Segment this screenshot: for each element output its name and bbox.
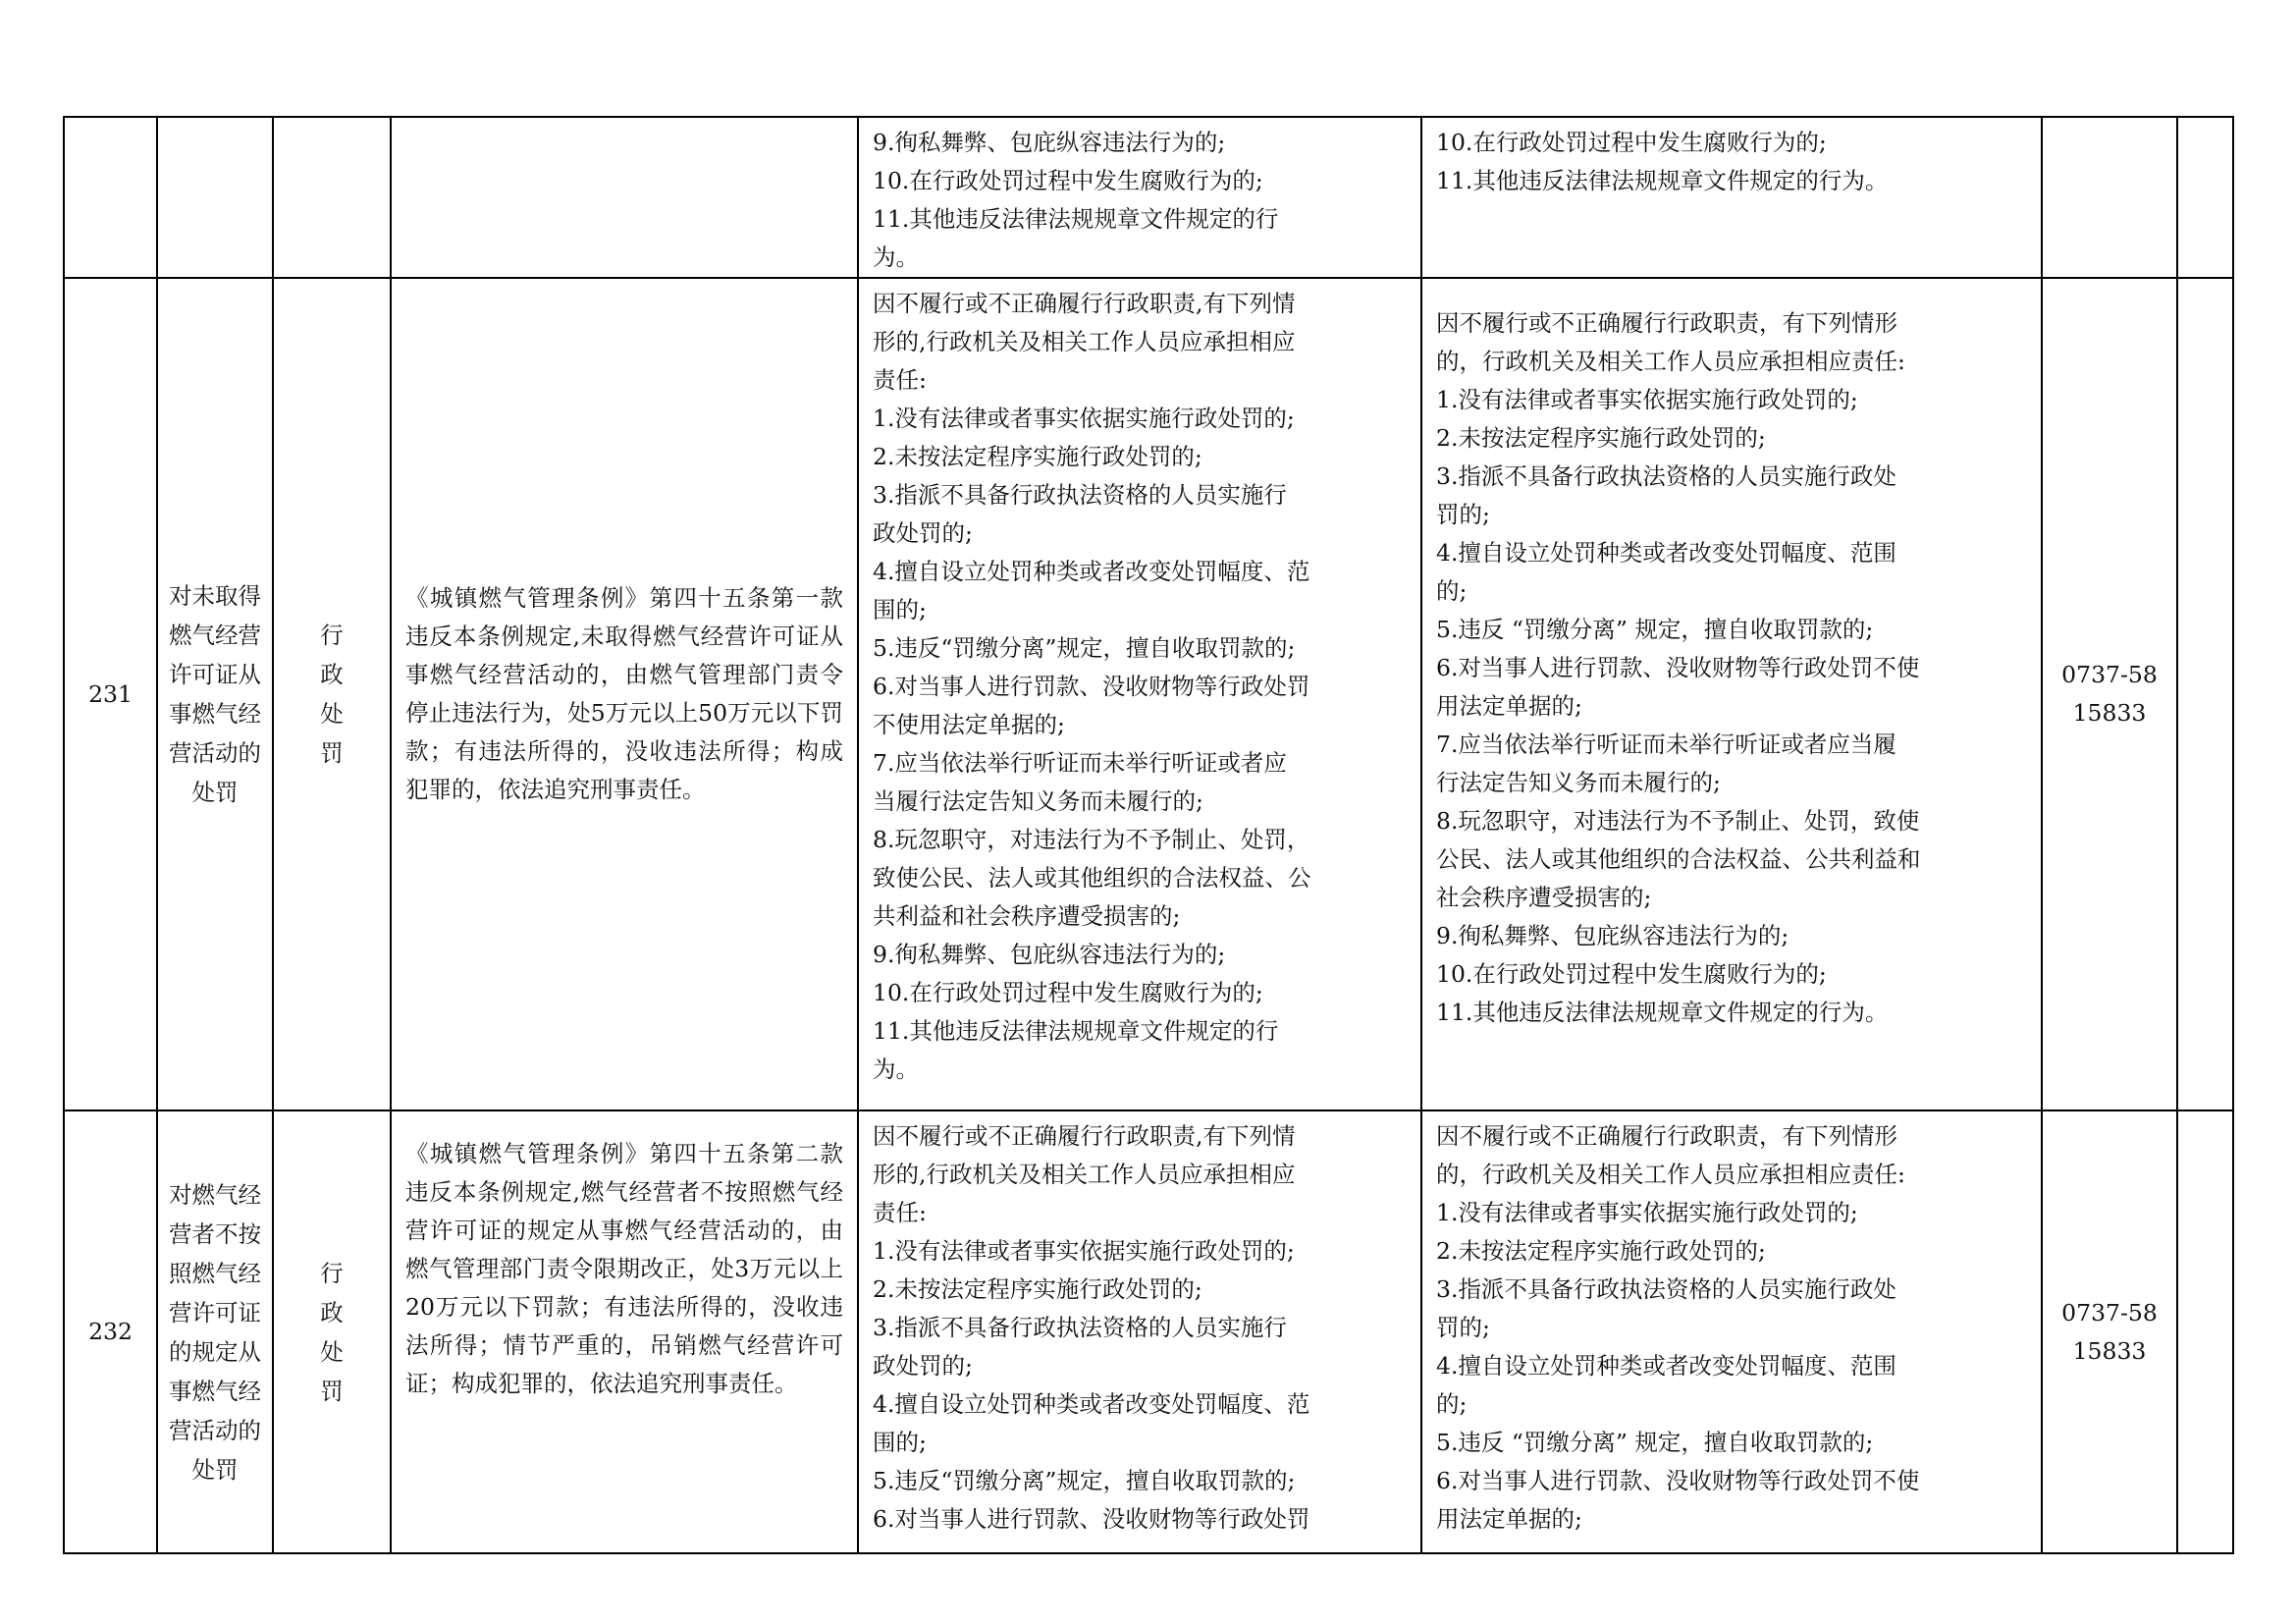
responsibility-line: 3.指派不具备行政执法资格的人员实施行 <box>873 1314 1287 1341</box>
responsibility-line: 共利益和社会秩序遭受损害的; <box>873 902 1181 930</box>
responsibility-line: 10.在行政处罚过程中发生腐败行为的; <box>1436 129 1827 156</box>
responsibility-line: 为。 <box>873 1056 919 1083</box>
responsibility-line: 7.应当依法举行听证而未举行听证或者应当履 <box>1436 731 1896 758</box>
penalty-type: 行政处罚 <box>273 1110 391 1553</box>
responsibility-line: 6.对当事人进行罚款、没收财物等行政处罚 <box>873 673 1310 700</box>
responsibility-line: 10.在行政处罚过程中发生腐败行为的; <box>873 979 1263 1006</box>
phone-line: 0737-58 <box>2061 661 2158 688</box>
responsibility-line: 用法定单据的; <box>1436 692 1582 720</box>
responsibility-line: 3.指派不具备行政执法资格的人员实施行政处 <box>1436 462 1896 490</box>
item-name: 对燃气经营者不按照燃气经营许可证的规定从事燃气经营活动的处罚 <box>157 1110 273 1553</box>
responsibility-line: 2.未按法定程序实施行政处罚的; <box>873 1275 1202 1303</box>
responsibility-line: 不使用法定单据的; <box>873 711 1065 738</box>
phone-cell <box>2042 278 2177 1110</box>
remark-cell <box>2177 1110 2233 1553</box>
responsibility-line: 11.其他违反法律法规规章文件规定的行 <box>873 1017 1279 1045</box>
responsibility-line: 5.违反“罚缴分离”规定，擅自收取罚款的; <box>873 1467 1296 1494</box>
responsibility-line: 1.没有法律或者事实依据实施行政处罚的; <box>873 1237 1295 1265</box>
responsibility-line: 5.违反 “罚缴分离” 规定，擅自收取罚款的; <box>1436 616 1874 643</box>
legal-basis <box>391 117 858 278</box>
penalty-table <box>63 116 2234 1554</box>
responsibility-line: 5.违反 “罚缴分离” 规定，擅自收取罚款的; <box>1436 1429 1874 1456</box>
legal-basis: 《城镇燃气管理条例》第四十五条第一款 违反本条例规定,未取得燃气经营许可证从事燃气经营活动的，由燃气管理部门责令停止违法行为，处5万元以上50万元以下罚款；有违法所得的，没收违法所得；构成犯罪的，依法追究刑事责任。 <box>391 278 858 1110</box>
responsibility-line: 责任: <box>873 366 927 394</box>
remark-cell <box>2177 117 2233 278</box>
responsibility-line: 的; <box>1436 577 1468 605</box>
responsibility-line: 9.徇私舞弊、包庇纵容违法行为的; <box>873 129 1226 156</box>
phone-cell <box>2042 117 2177 278</box>
responsibility-line: 9.徇私舞弊、包庇纵容违法行为的; <box>873 941 1226 968</box>
responsibility-cell-a <box>858 1110 1421 1553</box>
responsibility-line: 7.应当依法举行听证而未举行听证或者应 <box>873 749 1287 777</box>
responsibility-line: 致使公民、法人或其他组织的合法权益、公 <box>873 864 1311 892</box>
item-name: 对未取得燃气经营许可证从事燃气经营活动的处罚 <box>157 278 273 1110</box>
responsibility-line: 3.指派不具备行政执法资格的人员实施行政处 <box>1436 1275 1896 1303</box>
responsibility-line: 政处罚的; <box>873 519 973 547</box>
responsibility-line: 1.没有法律或者事实依据实施行政处罚的; <box>1436 386 1858 413</box>
responsibility-line: 4.擅自设立处罚种类或者改变处罚幅度、范 <box>873 1390 1310 1418</box>
responsibility-line: 因不履行或不正确履行行政职责，有下列情形 <box>1436 1122 1897 1150</box>
responsibility-line: 公民、法人或其他组织的合法权益、公共利益和 <box>1436 845 1921 873</box>
responsibility-line: 行法定告知义务而未履行的; <box>1436 769 1721 796</box>
legal-basis: 《城镇燃气管理条例》第四十五条第二款 违反本条例规定,燃气经营者不按照燃气经营许可证的规定从事燃气经营活动的，由燃气管理部门责令限期改正，处3万元以上20万元以下罚款；有违法所得的，没收违法所得；情节严重的，吊销燃气经营许可证；构成犯罪的，依法追究刑事责任。 <box>391 1110 858 1553</box>
row-number: 231 <box>64 278 157 1110</box>
responsibility-line: 政处罚的; <box>873 1352 973 1380</box>
responsibility-line: 1.没有法律或者事实依据实施行政处罚的; <box>873 405 1295 432</box>
table-row <box>64 1110 2233 1553</box>
responsibility-line: 2.未按法定程序实施行政处罚的; <box>1436 1237 1766 1265</box>
responsibility-line: 2.未按法定程序实施行政处罚的; <box>1436 424 1766 452</box>
responsibility-line: 8.玩忽职守，对违法行为不予制止、处罚， <box>873 826 1310 853</box>
responsibility-line: 6.对当事人进行罚款、没收财物等行政处罚不使 <box>1436 1467 1920 1494</box>
responsibility-line: 罚的; <box>1436 501 1490 528</box>
responsibility-cell-a <box>858 278 1421 1110</box>
responsibility-line: 8.玩忽职守，对违法行为不予制止、处罚，致使 <box>1436 807 1920 835</box>
responsibility-line: 6.对当事人进行罚款、没收财物等行政处罚 <box>873 1505 1310 1533</box>
responsibility-line: 11.其他违反法律法规规章文件规定的行为。 <box>1436 167 1889 194</box>
responsibility-line: 因不履行或不正确履行行政职责，有下列情形 <box>1436 309 1897 337</box>
responsibility-line: 9.徇私舞弊、包庇纵容违法行为的; <box>1436 922 1789 949</box>
responsibility-line: 罚的; <box>1436 1314 1490 1341</box>
responsibility-line: 10.在行政处罚过程中发生腐败行为的; <box>1436 960 1827 988</box>
penalty-type: 行政处罚 <box>273 278 391 1110</box>
responsibility-line: 为。 <box>873 244 919 271</box>
responsibility-line: 当履行法定告知义务而未履行的; <box>873 787 1203 815</box>
responsibility-line: 社会秩序遭受损害的; <box>1436 884 1652 911</box>
responsibility-line: 11.其他违反法律法规规章文件规定的行 <box>873 205 1279 233</box>
responsibility-line: 1.没有法律或者事实依据实施行政处罚的; <box>1436 1199 1858 1226</box>
responsibility-line: 围的; <box>873 1429 927 1456</box>
responsibility-line: 11.其他违反法律法规规章文件规定的行为。 <box>1436 999 1889 1026</box>
responsibility-line: 的，行政机关及相关工作人员应承担相应责任: <box>1436 348 1905 375</box>
responsibility-line: 4.擅自设立处罚种类或者改变处罚幅度、范围 <box>1436 1352 1896 1380</box>
responsibility-cell-b <box>1421 1110 2042 1553</box>
responsibility-line: 因不履行或不正确履行行政职责,有下列情 <box>873 1122 1296 1150</box>
responsibility-cell-b <box>1421 117 2042 278</box>
row-number <box>64 117 157 278</box>
phone-cell <box>2042 1110 2177 1553</box>
responsibility-cell-a <box>858 117 1421 278</box>
responsibility-line: 用法定单据的; <box>1436 1505 1582 1533</box>
responsibility-line: 5.违反“罚缴分离”规定，擅自收取罚款的; <box>873 634 1296 662</box>
responsibility-line: 2.未按法定程序实施行政处罚的; <box>873 443 1202 470</box>
responsibility-line: 6.对当事人进行罚款、没收财物等行政处罚不使 <box>1436 654 1920 681</box>
responsibility-line: 的; <box>1436 1390 1468 1418</box>
table-row <box>64 117 2233 278</box>
phone-line: 0737-58 <box>2061 1298 2158 1326</box>
table-row <box>64 278 2233 1110</box>
responsibility-line: 责任: <box>873 1199 927 1226</box>
phone-line: 15833 <box>2072 1336 2147 1365</box>
remark-cell <box>2177 278 2233 1110</box>
responsibility-line: 4.擅自设立处罚种类或者改变处罚幅度、范围 <box>1436 539 1896 567</box>
responsibility-line: 10.在行政处罚过程中发生腐败行为的; <box>873 167 1263 194</box>
row-number: 232 <box>64 1110 157 1553</box>
responsibility-line: 形的,行政机关及相关工作人员应承担相应 <box>873 328 1296 355</box>
phone-line: 15833 <box>2072 699 2147 727</box>
responsibility-cell-b <box>1421 278 2042 1110</box>
item-name <box>157 117 273 278</box>
responsibility-line: 3.指派不具备行政执法资格的人员实施行 <box>873 481 1287 509</box>
responsibility-line: 因不履行或不正确履行行政职责,有下列情 <box>873 290 1296 317</box>
responsibility-line: 围的; <box>873 596 927 623</box>
penalty-type <box>273 117 391 278</box>
responsibility-line: 4.擅自设立处罚种类或者改变处罚幅度、范 <box>873 558 1310 585</box>
responsibility-line: 形的,行政机关及相关工作人员应承担相应 <box>873 1161 1296 1188</box>
responsibility-line: 的，行政机关及相关工作人员应承担相应责任: <box>1436 1161 1905 1188</box>
